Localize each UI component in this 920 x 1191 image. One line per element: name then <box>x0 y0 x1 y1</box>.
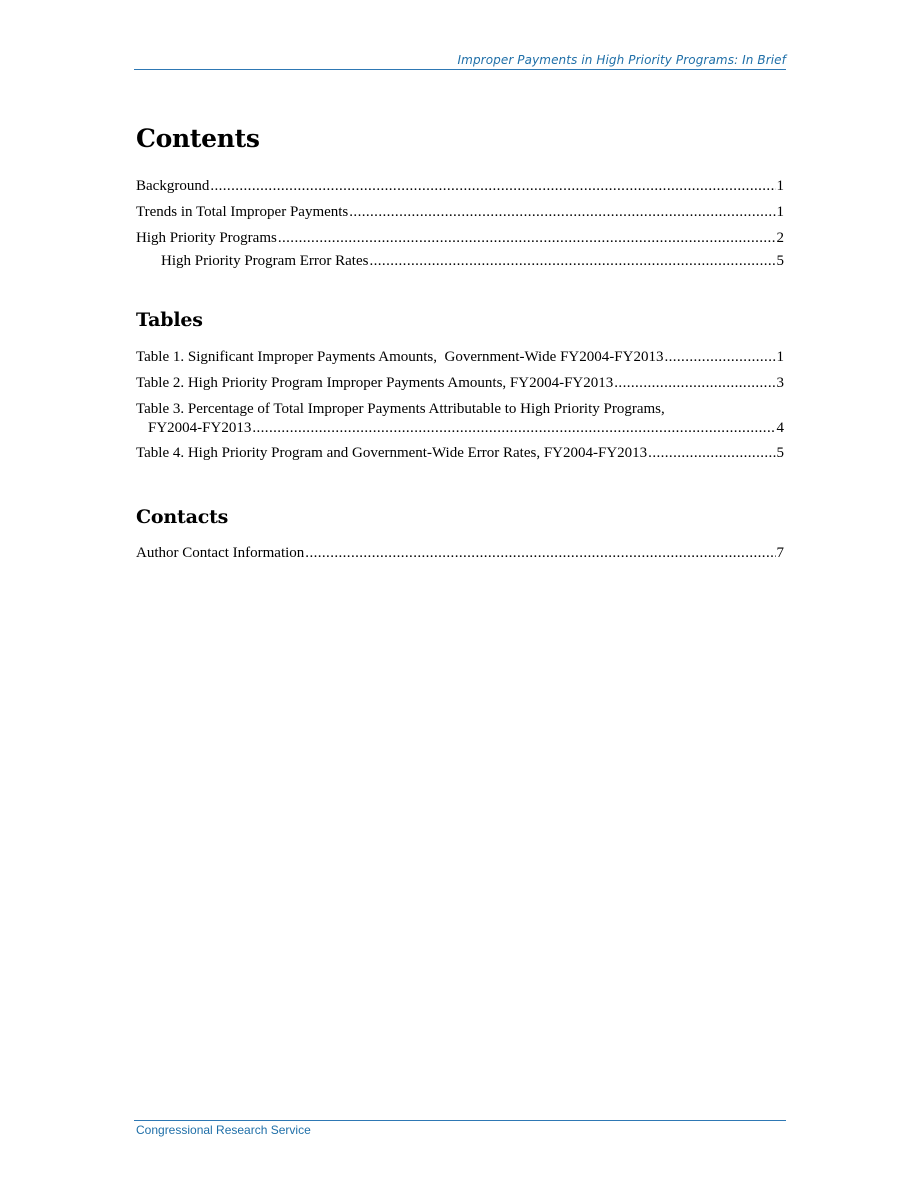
toc-entry-page: 1 <box>776 204 784 220</box>
toc-entry-label-line2: FY2004-FY2013 <box>148 420 252 436</box>
dot-leader <box>278 229 776 248</box>
toc-entry-label: Table 4. High Priority Program and Government-Wide Error Rates, FY2004-FY2013 <box>136 445 648 461</box>
header-rule <box>134 69 786 70</box>
tables-heading: Tables <box>136 309 203 331</box>
toc-entry-table-4[interactable] <box>136 444 784 463</box>
toc-entry-label: High Priority Program Error Rates <box>161 253 369 269</box>
toc-entry-table-2[interactable] <box>136 374 784 393</box>
toc-entry-label: Table 1. Significant Improper Payments Amounts, Government-Wide FY2004-FY2013 <box>136 349 664 365</box>
toc-entry-label: High Priority Programs <box>136 230 277 246</box>
toc-entry-label-line1: Table 3. Percentage of Total Improper Payments Attributable to High Priority Programs, <box>136 401 665 417</box>
dot-leader <box>369 252 775 271</box>
toc-entry-label: Table 2. High Priority Program Improper Payments Amounts, FY2004-FY2013 <box>136 375 614 391</box>
toc-entry-label: Background <box>136 178 210 194</box>
toc-entry-trends[interactable] <box>136 203 784 222</box>
toc-entry-background[interactable] <box>136 177 784 196</box>
dot-leader <box>648 444 775 463</box>
dot-leader <box>252 419 775 438</box>
toc-entry-page: 3 <box>776 375 784 391</box>
toc-entry-author-contact[interactable] <box>136 544 784 563</box>
toc-entry-high-priority-programs[interactable] <box>136 229 784 248</box>
toc-entry-error-rates[interactable] <box>161 252 784 271</box>
toc-entry-table-3[interactable] <box>136 400 784 438</box>
dot-leader <box>664 348 775 367</box>
toc-entry-label: Author Contact Information <box>136 545 305 561</box>
dot-leader <box>614 374 775 393</box>
footer-rule <box>134 1120 786 1121</box>
toc-entry-page: 5 <box>776 253 784 269</box>
running-footer: Congressional Research Service <box>136 1123 311 1137</box>
dot-leader <box>349 203 775 222</box>
toc-entry-label: Trends in Total Improper Payments <box>136 204 349 220</box>
toc-entry-page: 4 <box>776 420 784 436</box>
contacts-heading: Contacts <box>136 506 229 528</box>
toc-entry-page: 1 <box>776 349 784 365</box>
toc-entry-table-1[interactable] <box>136 348 784 367</box>
toc-entry-page: 2 <box>776 230 784 246</box>
running-header: Improper Payments in High Priority Programs: In Brief <box>457 53 786 67</box>
toc-entry-page: 7 <box>776 545 784 561</box>
toc-entry-page: 1 <box>776 178 784 194</box>
dot-leader <box>210 177 775 196</box>
contents-heading: Contents <box>136 124 260 153</box>
toc-entry-page: 5 <box>776 445 784 461</box>
dot-leader <box>305 544 775 563</box>
